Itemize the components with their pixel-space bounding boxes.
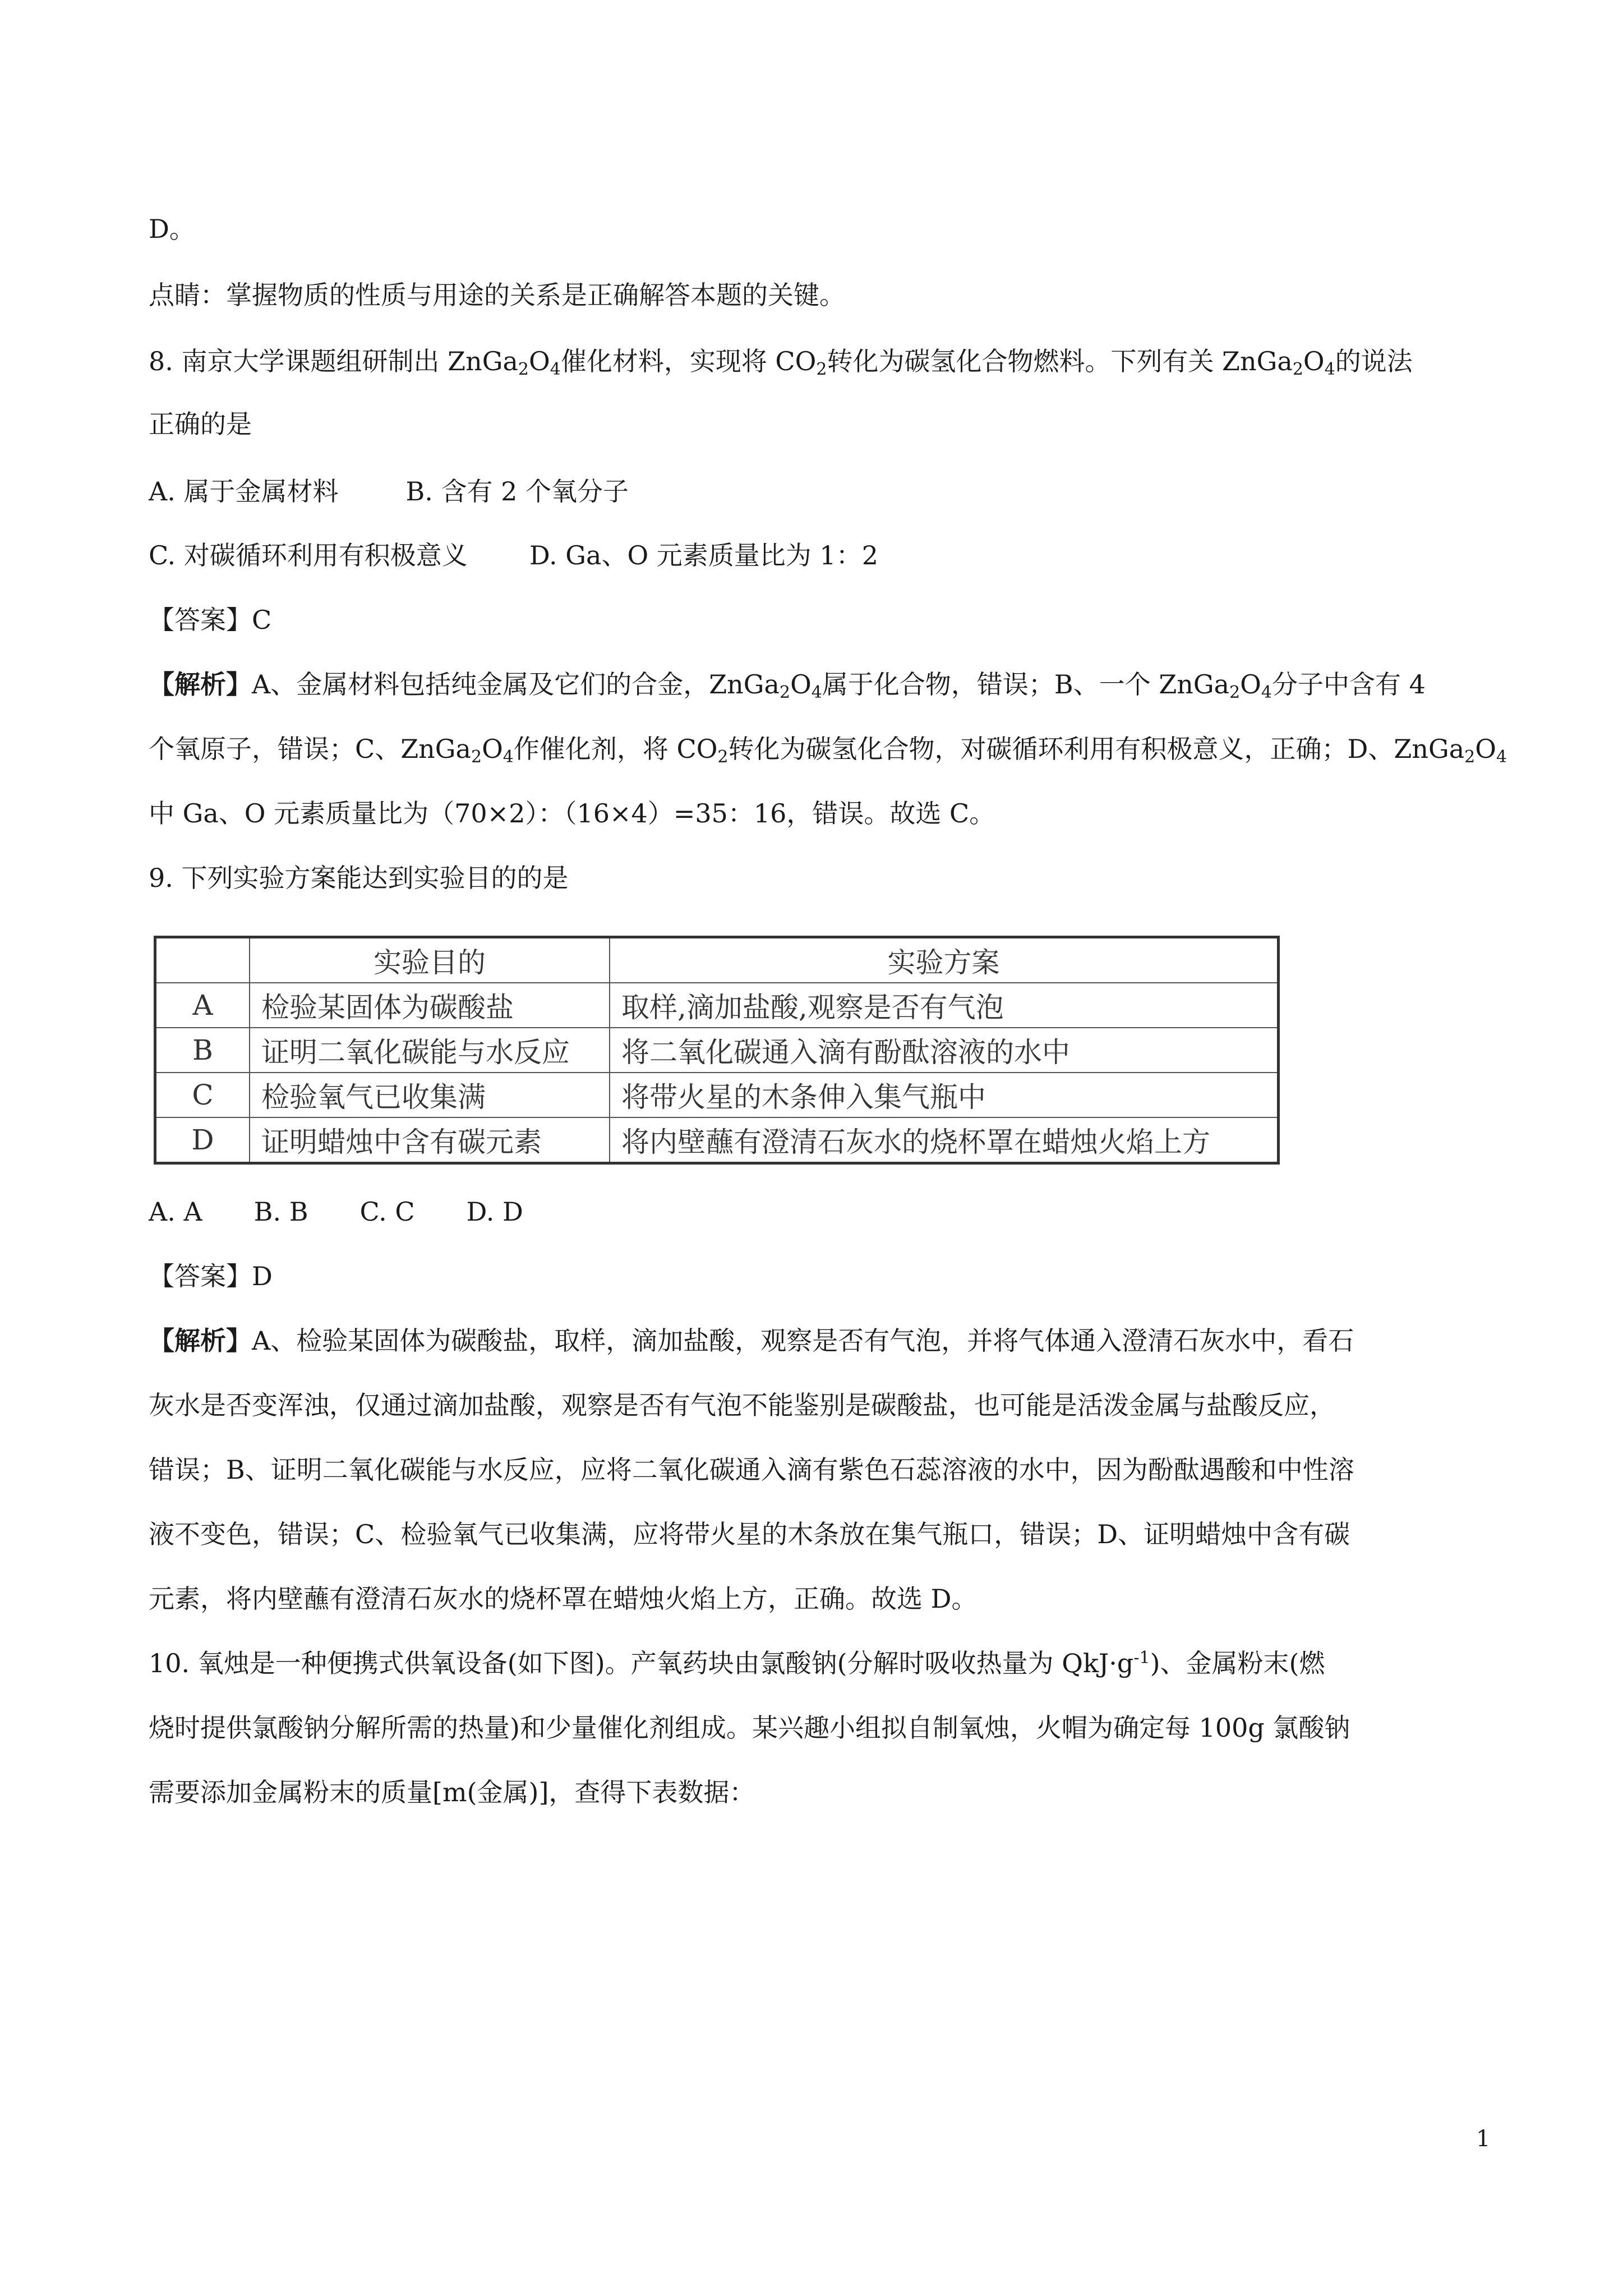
question-9-options: A. A B. B C. C D. D: [149, 1197, 523, 1227]
question-10-line1: 10. 氧烛是一种便携式供氧设备(如下图)。产氧药块由氯酸钠(分解时吸收热量为 $QkJ\cdot g^{-1}$)、金属粉末(燃: [149, 1648, 1325, 1678]
explanation-9-line4: 液不变色，错误；C、检验氧气已收集满，应将带火星的木条放在集气瓶口，错误；D、证明蜡烛中含有碳: [149, 1519, 1350, 1549]
option-d: D. Ga、O 元素质量比为 1：2: [529, 540, 878, 570]
explanation-9-line2: 灰水是否变浑浊，仅通过滴加盐酸，观察是否有气泡不能鉴别是碳酸盐，也可能是活泼金属与盐酸反应，: [149, 1390, 1335, 1420]
answer-8: 【答案】C: [149, 605, 272, 635]
table-row: [155, 1117, 1279, 1163]
table-cell: A: [155, 983, 250, 1028]
option-b: B. 含有 2 个氧分子: [405, 476, 629, 507]
table-cell: 检验氧气已收集满: [250, 1073, 610, 1117]
question-8-options-cd: [149, 539, 878, 572]
question-10-line3: 需要添加金属粉末的质量[m(金属)]，查得下表数据：: [149, 1777, 755, 1807]
explanation-9-line3: 错误；B、证明二氧化碳能与水反应，应将二氧化碳通入滴有紫色石蕊溶液的水中，因为酚酞遇酸和中性溶: [149, 1455, 1354, 1485]
table-cell: 证明二氧化碳能与水反应: [250, 1028, 610, 1073]
table-header-cell: 实验方案: [610, 937, 1279, 983]
table-row: [155, 1073, 1279, 1117]
explanation-9-line1: 【解析】A、检验某固体为碳酸盐，取样，滴加盐酸，观察是否有气泡，并将气体通入澄清石灰水中，看石: [149, 1326, 1354, 1356]
table-cell: D: [155, 1117, 250, 1163]
explanation-8-line2: 个氧原子，错误；C、$ZnGa_2O_4$作催化剂，将 $CO_2$转化为碳氢化合物，对碳循环利用有积极意义，正确；D、$ZnGa_2O_4$: [149, 734, 1507, 767]
table-cell: 将带火星的木条伸入集气瓶中: [610, 1073, 1279, 1117]
table-cell: B: [155, 1028, 250, 1073]
option-a: A. 属于金属材料: [149, 476, 339, 507]
table-cell: 将二氧化碳通入滴有酚酞溶液的水中: [610, 1028, 1279, 1073]
explanation-9-line5: 元素，将内壁蘸有澄清石灰水的烧杯罩在蜡烛火焰上方，正确。故选 D。: [149, 1584, 978, 1614]
table-row: [155, 983, 1279, 1028]
table-cell: 检验某固体为碳酸盐: [250, 983, 610, 1028]
table-cell: C: [155, 1073, 250, 1117]
table-cell: 将内壁蘸有澄清石灰水的烧杯罩在蜡烛火焰上方: [610, 1117, 1279, 1163]
answer-9: 【答案】D: [149, 1261, 273, 1291]
answer-letter-d: D。: [149, 214, 195, 244]
experiment-table: [154, 936, 1280, 1165]
table-cell: 证明蜡烛中含有碳元素: [250, 1117, 610, 1163]
table-cell: 取样,滴加盐酸,观察是否有气泡: [610, 983, 1279, 1028]
tip-line: 点睛：掌握物质的性质与用途的关系是正确解答本题的关键。: [149, 280, 845, 310]
explanation-8-line1: 【解析】A、金属材料包括纯金属及它们的合金，$ZnGa_2O_4$属于化合物，错误；B、一个 $ZnGa_2O_4$分子中含有 4: [149, 669, 1426, 702]
question-9-stem: 9. 下列实验方案能达到实验目的的是: [149, 863, 569, 893]
table-header-row: [155, 937, 1279, 983]
explanation-8-line3: 中 Ga、O 元素质量比为（70×2）：（16×4）=35：16，错误。故选 C。: [149, 798, 995, 829]
table-row: [155, 1028, 1279, 1073]
question-8-stem-cont: 正确的是: [149, 409, 252, 439]
question-10-line2: 烧时提供氯酸钠分解所需的热量)和少量催化剂组成。某兴趣小组拟自制氧烛，火帽为确定每 100g 氯酸钠: [149, 1713, 1350, 1743]
question-8-stem: 8. 南京大学课题组研制出 $ZnGa_2O_4$催化材料，实现将 $CO_2$转化为碳氢化合物燃料。下列有关 $ZnGa_2O_4$的说法: [149, 346, 1413, 379]
table-header-cell: [155, 937, 250, 983]
option-c: C. 对碳循环利用有积极意义: [149, 540, 468, 570]
page-number: 1: [1476, 2126, 1491, 2152]
question-8-options-ab: [149, 475, 629, 508]
table-header-cell: 实验目的: [250, 937, 610, 983]
